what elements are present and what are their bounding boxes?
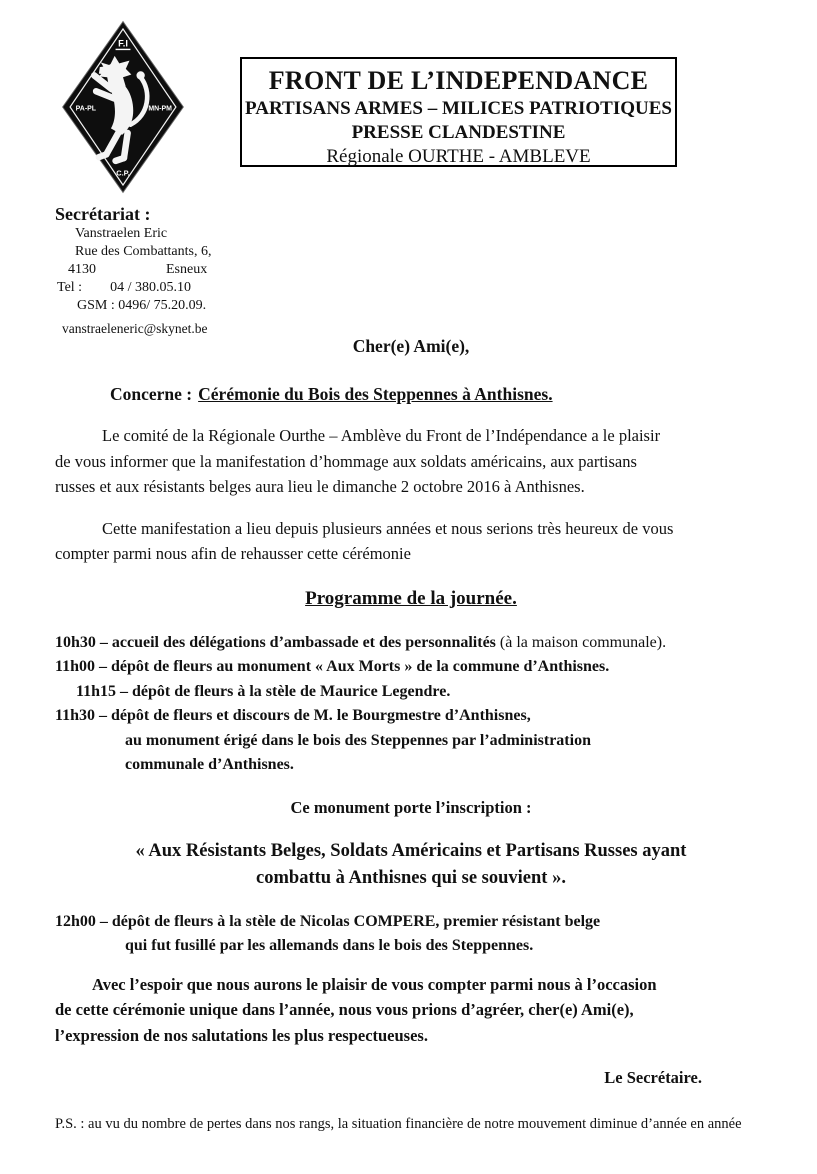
secretariat-street: Rue des Combattants, 6, bbox=[75, 244, 212, 259]
concerne-label: Concerne : bbox=[110, 384, 193, 404]
paragraph-line: russes et aux résistants belges aura lieu le dimanche 2 octobre 2016 à Anthisnes. bbox=[55, 477, 585, 496]
schedule-item-11h30-cont2: communale d’Anthisnes. bbox=[125, 756, 294, 773]
org-regionale: Régionale OURTHE - AMBLEVE bbox=[326, 146, 591, 167]
closing-paragraph bbox=[55, 972, 767, 1049]
secretariat-name: Vanstraelen Eric bbox=[75, 226, 168, 241]
paragraph-line: Avec l’espoir que nous aurons le plaisir de vous compter parmi nous à l’occasion bbox=[92, 974, 657, 994]
inscription-line: « Aux Résistants Belges, Soldats Américains et Partisans Russes ayant bbox=[135, 840, 687, 861]
secretariat-tel-row bbox=[57, 279, 212, 297]
secretariat-heading: Secrétariat : bbox=[55, 204, 151, 224]
signature: Le Secrétaire. bbox=[604, 1068, 702, 1087]
schedule-item-11h30: 11h30 – dépôt de fleurs et discours de M. le Bourgmestre d’Anthisnes, bbox=[55, 707, 531, 724]
programme-title: Programme de la journée. bbox=[305, 587, 517, 609]
tel-number: 04 / 380.05.10 bbox=[110, 280, 191, 295]
paragraph-line: l’expression de nos salutations les plus respectueuses. bbox=[55, 1025, 428, 1045]
schedule-item-11h30-cont: au monument érigé dans le bois des Steppennes par l’administration bbox=[125, 731, 591, 749]
schedule-item-12h00 bbox=[55, 910, 767, 958]
schedule-line: qui fut fusillé par les allemands dans le bois des Steppennes. bbox=[125, 936, 534, 954]
schedule-item-normal: (à la maison communale). bbox=[499, 633, 667, 651]
secretariat-postal-row bbox=[68, 261, 212, 279]
emblem-text-right: MN-PM bbox=[148, 105, 172, 113]
inscription-intro: Ce monument porte l’inscription : bbox=[290, 797, 532, 817]
org-name: FRONT DE L’INDEPENDANCE bbox=[268, 66, 649, 95]
postscript: P.S. : au vu du nombre de pertes dans nos rangs, la situation financière de notre mouvement diminue d’année en année bbox=[55, 1116, 742, 1132]
tel-label: Tel : bbox=[57, 280, 83, 295]
paragraph-line: Le comité de la Régionale Ourthe – Amblève du Front de l’Indépendance a le plaisir bbox=[102, 426, 661, 445]
fi-lion-diamond-emblem bbox=[58, 13, 188, 201]
programme-schedule bbox=[55, 631, 767, 778]
secretariat-gsm: GSM : 0496/ 75.20.09. bbox=[77, 298, 207, 313]
paragraph-1 bbox=[55, 423, 767, 500]
emblem-text-bottom: C.P. bbox=[116, 168, 130, 178]
schedule-item-bold: 10h30 – accueil des délégations d’ambassade et des personnalités bbox=[55, 633, 500, 651]
organization-header-box bbox=[240, 57, 677, 167]
schedule-item-10h30 bbox=[55, 631, 767, 656]
concerne-subject: Cérémonie du Bois des Steppennes à Anthisnes. bbox=[198, 384, 553, 404]
letter-body bbox=[55, 334, 767, 1134]
schedule-line: 12h00 – dépôt de fleurs à la stèle de Nicolas COMPERE, premier résistant belge bbox=[55, 912, 601, 930]
paragraph-line: compter parmi nous afin de rehausser cette cérémonie bbox=[55, 544, 411, 563]
paragraph-2 bbox=[55, 516, 767, 567]
secretariat-email: vanstraeleneric@skynet.be bbox=[62, 321, 208, 336]
schedule-item-11h15: 11h15 – dépôt de fleurs à la stèle de Maurice Legendre. bbox=[76, 682, 451, 700]
secretariat-block bbox=[55, 203, 212, 338]
schedule-item-11h00: 11h00 – dépôt de fleurs au monument « Aux Morts » de la commune d’Anthisnes. bbox=[55, 658, 610, 675]
paragraph-line: de vous informer que la manifestation d’hommage aux soldats américains, aux partisans bbox=[55, 451, 637, 471]
secretariat-city: Esneux bbox=[166, 262, 208, 277]
paragraph-line: de cette cérémonie unique dans l’année, nous vous prions d’agréer, cher(e) Ami(e), bbox=[55, 1000, 634, 1019]
org-subtitle-1: PARTISANS ARMES – MILICES PATRIOTIQUES bbox=[245, 98, 672, 119]
org-subtitle-2: PRESSE CLANDESTINE bbox=[351, 122, 566, 143]
salutation: Cher(e) Ami(e), bbox=[352, 336, 470, 356]
secretariat-postal-code: 4130 bbox=[68, 262, 96, 277]
paragraph-line: Cette manifestation a lieu depuis plusieurs années et nous serions très heureux de vous bbox=[102, 518, 674, 538]
inscription-line: combattu à Anthisnes qui se souvient ». bbox=[256, 867, 566, 888]
emblem-text-top: F.I bbox=[118, 38, 128, 49]
monument-inscription bbox=[55, 838, 767, 892]
emblem-text-left: PA-PL bbox=[75, 105, 97, 113]
concerne-line bbox=[110, 384, 767, 405]
